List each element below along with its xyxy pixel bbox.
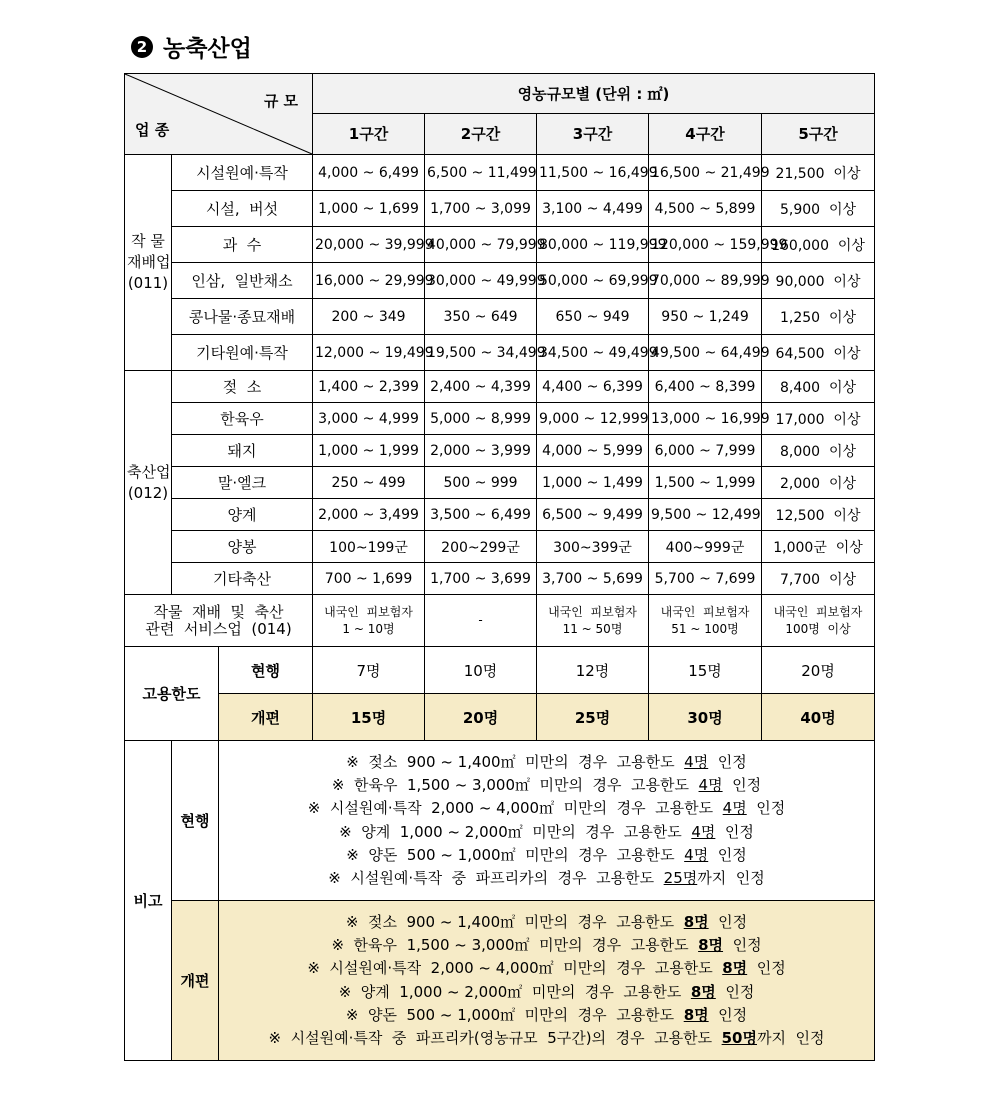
remark-text: 인정 — [747, 959, 786, 978]
remarks-current-label: 현행 — [172, 741, 219, 901]
remark-line — [221, 957, 872, 980]
row-label: 말·엘크 — [172, 467, 313, 499]
row-label: 양봉 — [172, 531, 313, 563]
value-cell: 50,000 ~ 69,999 — [537, 263, 649, 299]
value-cell: 11,500 ~ 16,499 — [537, 155, 649, 191]
value-cell — [537, 595, 649, 647]
value-cell: 6,500 ~ 9,499 — [537, 499, 649, 531]
column-header-3: 3구간 — [537, 113, 649, 154]
value-cell: 100~199군 — [313, 531, 425, 563]
remark-line — [221, 821, 872, 844]
remark-limit-value: 4명 — [698, 776, 723, 795]
limit-revised-value: 20명 — [425, 694, 537, 741]
remark-line — [221, 797, 872, 820]
category-label-line: 축산업 — [127, 462, 171, 481]
value-cell: 1,400 ~ 2,399 — [313, 371, 425, 403]
row-label-line: 관련 서비스업 (014) — [145, 619, 292, 638]
value-cell: 8,000 이상 — [762, 435, 875, 467]
category-crop — [125, 155, 172, 371]
value-cell: 2,000 ~ 3,499 — [313, 499, 425, 531]
table-row — [125, 299, 875, 335]
row-label: 콩나물·종묘재배 — [172, 299, 313, 335]
remark-line — [221, 867, 872, 890]
remark-text: 인정 — [708, 752, 747, 771]
remark-text: ※ 한육우 1,500 ~ 3,000㎡ 미만의 경우 고용한도 — [331, 776, 699, 795]
row-label-line: 작물 재배 및 축산 — [153, 602, 284, 621]
value-cell: 64,500 이상 — [762, 335, 875, 371]
value-cell: 49,500 ~ 64,499 — [649, 335, 762, 371]
remark-limit-value: 4명 — [722, 799, 747, 818]
value-cell: 2,400 ~ 4,399 — [425, 371, 537, 403]
table-row — [125, 467, 875, 499]
remark-line — [221, 774, 872, 797]
value-cell: 2,000 ~ 3,999 — [425, 435, 537, 467]
value-line: 내국인 피보험자 — [660, 604, 750, 619]
column-header-5: 5구간 — [762, 113, 875, 154]
value-cell: 1,000 ~ 1,499 — [537, 467, 649, 499]
limit-revised-value: 40명 — [762, 694, 875, 741]
header-diagonal-cell — [125, 74, 313, 155]
value-cell: 3,000 ~ 4,999 — [313, 403, 425, 435]
column-header-4: 4구간 — [649, 113, 762, 154]
value-line: 내국인 피보험자 — [324, 604, 413, 619]
value-cell: 12,500 이상 — [762, 499, 875, 531]
value-cell: 21,500 이상 — [762, 155, 875, 191]
row-label: 양계 — [172, 499, 313, 531]
table-row — [125, 263, 875, 299]
table-row — [125, 227, 875, 263]
value-cell: 3,100 ~ 4,499 — [537, 191, 649, 227]
limit-label: 고용한도 — [125, 647, 219, 741]
remark-text: 인정 — [708, 845, 747, 864]
remark-line — [221, 934, 872, 957]
value-cell: 1,000 ~ 1,999 — [313, 435, 425, 467]
remark-text: 인정 — [715, 982, 755, 1001]
value-cell: 4,000 ~ 5,999 — [537, 435, 649, 467]
value-cell: 3,700 ~ 5,699 — [537, 563, 649, 595]
limit-revised-value: 25명 — [537, 694, 649, 741]
remark-line — [221, 844, 872, 867]
value-line: 1 ~ 10명 — [342, 621, 395, 636]
table-row — [125, 563, 875, 595]
value-cell: 400~999군 — [649, 531, 762, 563]
value-cell: 1,000군 이상 — [762, 531, 875, 563]
value-cell: 200 ~ 349 — [313, 299, 425, 335]
header-industry-label: 업 종 — [135, 121, 170, 139]
value-cell: 16,000 ~ 29,999 — [313, 263, 425, 299]
header-scale-label: 규 모 — [263, 92, 299, 110]
remark-limit-value: 4명 — [684, 845, 709, 864]
row-label: 시설원예·특작 — [172, 155, 313, 191]
value-cell: 1,700 ~ 3,099 — [425, 191, 537, 227]
limit-current-value: 7명 — [313, 647, 425, 694]
value-cell: 300~399군 — [537, 531, 649, 563]
row-label: 젖 소 — [172, 371, 313, 403]
row-label: 한육우 — [172, 403, 313, 435]
value-cell: 20,000 ~ 39,999 — [313, 227, 425, 263]
remark-text: ※ 양돈 500 ~ 1,000㎡ 미만의 경우 고용한도 — [346, 845, 685, 864]
table-row — [125, 335, 875, 371]
remark-text: ※ 양계 1,000 ~ 2,000㎡ 미만의 경우 고용한도 — [338, 982, 691, 1001]
table-row — [125, 435, 875, 467]
remark-limit-value: 4명 — [684, 752, 709, 771]
value-cell: 1,700 ~ 3,699 — [425, 563, 537, 595]
remark-limit-value: 8명 — [722, 959, 748, 978]
row-label: 기타축산 — [172, 563, 313, 595]
value-cell: 13,000 ~ 16,999 — [649, 403, 762, 435]
section-title-text: 농축산업 — [163, 36, 252, 62]
value-line: 51 ~ 100명 — [671, 621, 739, 636]
value-cell: 5,000 ~ 8,999 — [425, 403, 537, 435]
limit-revised-label: 개편 — [219, 694, 313, 741]
table-row — [125, 403, 875, 435]
remark-text: 까지 인정 — [697, 868, 765, 887]
value-cell: 700 ~ 1,699 — [313, 563, 425, 595]
table-row — [125, 371, 875, 403]
value-cell: 12,000 ~ 19,499 — [313, 335, 425, 371]
remark-limit-value: 8명 — [698, 936, 724, 955]
value-cell: 4,000 ~ 6,499 — [313, 155, 425, 191]
value-cell: 200~299군 — [425, 531, 537, 563]
value-cell: 4,500 ~ 5,899 — [649, 191, 762, 227]
value-cell: 5,700 ~ 7,699 — [649, 563, 762, 595]
value-cell: 6,400 ~ 8,399 — [649, 371, 762, 403]
value-cell — [762, 595, 875, 647]
value-cell — [425, 595, 537, 647]
remark-line — [221, 1004, 872, 1027]
table-row — [125, 191, 875, 227]
table-row-remarks-current — [125, 741, 875, 901]
remark-text: 인정 — [708, 1005, 748, 1024]
value-cell: 7,700 이상 — [762, 563, 875, 595]
value-cell: 1,500 ~ 1,999 — [649, 467, 762, 499]
remark-text: 인정 — [715, 822, 754, 841]
value-cell: 1,000 ~ 1,699 — [313, 191, 425, 227]
column-header-1: 1구간 — [313, 113, 425, 154]
remark-text: ※ 양돈 500 ~ 1,000㎡ 미만의 경우 고용한도 — [345, 1005, 684, 1024]
section-number-badge: 2 — [131, 36, 153, 58]
remark-text: ※ 시설원예·특작 2,000 ~ 4,000㎡ 미만의 경우 고용한도 — [307, 799, 723, 818]
value-cell: 4,400 ~ 6,399 — [537, 371, 649, 403]
remark-limit-value: 50명 — [721, 1028, 757, 1047]
limit-current-value: 12명 — [537, 647, 649, 694]
value-cell: 5,900 이상 — [762, 191, 875, 227]
value-cell: 16,500 ~ 21,499 — [649, 155, 762, 191]
value-line: - — [478, 613, 483, 627]
value-cell: 500 ~ 999 — [425, 467, 537, 499]
remark-text: ※ 양계 1,000 ~ 2,000㎡ 미만의 경우 고용한도 — [339, 822, 692, 841]
limit-current-value: 10명 — [425, 647, 537, 694]
table-row — [125, 155, 875, 191]
value-cell: 1,250 이상 — [762, 299, 875, 335]
column-header-2: 2구간 — [425, 113, 537, 154]
remark-limit-value: 25명 — [663, 868, 698, 887]
value-cell — [313, 595, 425, 647]
value-cell: 9,500 ~ 12,499 — [649, 499, 762, 531]
value-cell: 70,000 ~ 89,999 — [649, 263, 762, 299]
table-row-limit-current — [125, 647, 875, 694]
row-label: 과 수 — [172, 227, 313, 263]
value-cell: 120,000 ~ 159,999 — [649, 227, 762, 263]
remarks-label: 비고 — [125, 741, 172, 1061]
remark-text: ※ 시설원예·특작 2,000 ~ 4,000㎡ 미만의 경우 고용한도 — [307, 959, 723, 978]
row-label: 시설, 버섯 — [172, 191, 313, 227]
value-cell: 90,000 이상 — [762, 263, 875, 299]
value-cell: 650 ~ 949 — [537, 299, 649, 335]
remark-line — [221, 1027, 872, 1050]
remark-text: ※ 시설원예·특작 중 파프리카의 경우 고용한도 — [328, 868, 664, 887]
value-cell: 9,000 ~ 12,999 — [537, 403, 649, 435]
remark-text: ※ 한육우 1,500 ~ 3,000㎡ 미만의 경우 고용한도 — [331, 936, 699, 955]
row-label: 기타원예·특작 — [172, 335, 313, 371]
category-label-line: (012) — [127, 483, 169, 502]
limit-current-label: 현행 — [219, 647, 313, 694]
value-line: 100명 이상 — [785, 621, 851, 636]
row-label: 돼지 — [172, 435, 313, 467]
remark-text: 까지 인정 — [757, 1028, 825, 1047]
remark-text: ※ 젖소 900 ~ 1,400㎡ 미만의 경우 고용한도 — [345, 912, 684, 931]
table-row — [125, 531, 875, 563]
remark-limit-value: 8명 — [683, 912, 709, 931]
remark-text: 인정 — [722, 776, 762, 795]
value-cell: 950 ~ 1,249 — [649, 299, 762, 335]
limit-current-value: 15명 — [649, 647, 762, 694]
category-livestock — [125, 371, 172, 595]
limit-current-value: 20명 — [762, 647, 875, 694]
remark-text: ※ 젖소 900 ~ 1,400㎡ 미만의 경우 고용한도 — [346, 752, 685, 771]
remark-limit-value: 8명 — [683, 1005, 709, 1024]
table-row-remarks-revised — [125, 901, 875, 1061]
remark-line — [221, 981, 872, 1004]
row-label-service — [125, 595, 313, 647]
value-cell: 6,500 ~ 11,499 — [425, 155, 537, 191]
value-cell: 3,500 ~ 6,499 — [425, 499, 537, 531]
value-line: 11 ~ 50명 — [562, 621, 623, 636]
value-cell: 160,000 이상 — [762, 227, 875, 263]
diagonal-line — [125, 74, 312, 154]
limit-revised-value: 15명 — [313, 694, 425, 741]
remark-limit-value: 4명 — [691, 822, 716, 841]
remark-text: ※ 시설원예·특작 중 파프리카(영농규모 5구간)의 경우 고용한도 — [268, 1028, 722, 1047]
value-line: 내국인 피보험자 — [773, 604, 863, 619]
remark-line — [221, 751, 872, 774]
table-row-limit-revised — [125, 694, 875, 741]
value-cell — [649, 595, 762, 647]
remarks-notes — [219, 741, 875, 901]
remark-text: 인정 — [746, 799, 786, 818]
value-cell: 8,400 이상 — [762, 371, 875, 403]
remark-text: 인정 — [708, 912, 748, 931]
value-cell: 350 ~ 649 — [425, 299, 537, 335]
table-row-service — [125, 595, 875, 647]
remark-line — [221, 911, 872, 934]
value-cell: 17,000 이상 — [762, 403, 875, 435]
header-group-title: 영농규모별 (단위 : ㎡) — [313, 74, 875, 114]
section-title — [131, 30, 252, 63]
table-row — [125, 499, 875, 531]
value-cell: 6,000 ~ 7,999 — [649, 435, 762, 467]
value-cell: 250 ~ 499 — [313, 467, 425, 499]
limit-revised-value: 30명 — [649, 694, 762, 741]
category-label-line: 작 물 — [131, 232, 165, 250]
agriculture-employment-table — [124, 73, 875, 1061]
value-cell: 30,000 ~ 49,999 — [425, 263, 537, 299]
remarks-revised-label: 개편 — [172, 901, 219, 1061]
value-cell: 80,000 ~ 119,999 — [537, 227, 649, 263]
value-cell: 34,500 ~ 49,499 — [537, 335, 649, 371]
category-label-line: 재배업 — [127, 253, 171, 271]
value-cell: 19,500 ~ 34,499 — [425, 335, 537, 371]
value-line: 내국인 피보험자 — [548, 604, 637, 619]
value-cell: 2,000 이상 — [762, 467, 875, 499]
category-label-line: (011) — [127, 274, 169, 292]
remark-text: 인정 — [723, 936, 762, 955]
value-cell: 40,000 ~ 79,999 — [425, 227, 537, 263]
remark-limit-value: 8명 — [690, 982, 716, 1001]
row-label: 인삼, 일반채소 — [172, 263, 313, 299]
remarks-notes — [219, 901, 875, 1061]
